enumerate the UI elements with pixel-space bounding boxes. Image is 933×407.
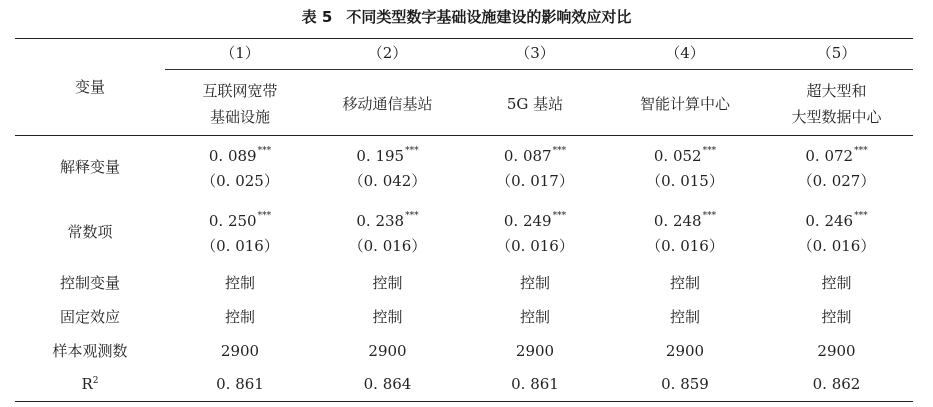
column-name: 超大型和 大型数据中心: [791, 81, 882, 126]
row-label-explanatory: 解释变量: [15, 135, 165, 200]
row-label-r2: $R^2$: [15, 368, 165, 402]
coef-cell: 0. 087*** （0. 017）: [460, 135, 610, 200]
column-name: 5G 基站: [506, 94, 564, 113]
column-number: （4）: [610, 39, 760, 74]
table-cell: 控制: [821, 274, 852, 292]
table-cell: 控制: [519, 274, 550, 292]
variable-header: 变量: [15, 39, 165, 136]
coef-cell: 0. 246*** （0. 016）: [797, 211, 876, 255]
coef-cell: 0. 195*** （0. 042）: [315, 135, 460, 200]
column-name: 移动通信基站: [342, 94, 433, 113]
table-cell: 0. 859: [610, 368, 760, 402]
table-caption: [0, 6, 933, 27]
row-label-constant: 常数项: [67, 223, 113, 241]
table-cell: 2900: [368, 341, 407, 360]
table-cell: 控制: [669, 308, 700, 326]
coef-cell: 0. 052*** （0. 015）: [610, 135, 760, 200]
table-cell: 控制: [372, 308, 403, 326]
coef-cell: 0. 250*** （0. 016）: [201, 211, 279, 255]
table-cell: 2900: [665, 341, 705, 360]
table-cell: 0. 862: [760, 368, 913, 402]
coef-cell: 0. 249*** （0. 016）: [496, 211, 574, 255]
table-cell: 2900: [220, 341, 260, 360]
column-name: 互联网宽带 基础设施: [202, 81, 278, 126]
coef-cell: 0. 248*** （0. 016）: [646, 211, 724, 255]
table-cell: 0. 864: [315, 368, 460, 402]
table-cell: 控制: [224, 308, 255, 326]
column-number: （3）: [460, 39, 610, 74]
row-label-fixed: 固定效应: [59, 308, 120, 326]
table-cell: 控制: [224, 274, 255, 292]
results-table: [15, 38, 913, 402]
table-cell: 控制: [372, 274, 403, 292]
table-cell: 2900: [515, 341, 555, 360]
coef-cell: 0. 238*** （0. 016）: [348, 211, 427, 255]
coef-cell: 0. 089*** （0. 025）: [165, 135, 315, 200]
table-cell: 0. 861: [460, 368, 610, 402]
row-label-obs: 样本观测数: [52, 342, 128, 360]
table-title: 不同类型数字基础设施建设的影响效应对比: [346, 8, 632, 26]
table-cell: 0. 861: [165, 368, 315, 402]
column-number: （5）: [760, 39, 913, 74]
table-cell: 控制: [669, 274, 700, 292]
table-cell: 控制: [519, 308, 550, 326]
column-name: 智能计算中心: [639, 94, 730, 113]
table-number: 表 5: [301, 8, 333, 26]
coef-cell: 0. 072*** （0. 027）: [760, 135, 913, 200]
table-cell: 控制: [821, 308, 852, 326]
row-label-controls: 控制变量: [59, 274, 120, 292]
column-number: （2）: [315, 39, 460, 74]
table-cell: 2900: [817, 341, 856, 360]
column-number: （1）: [165, 39, 315, 74]
